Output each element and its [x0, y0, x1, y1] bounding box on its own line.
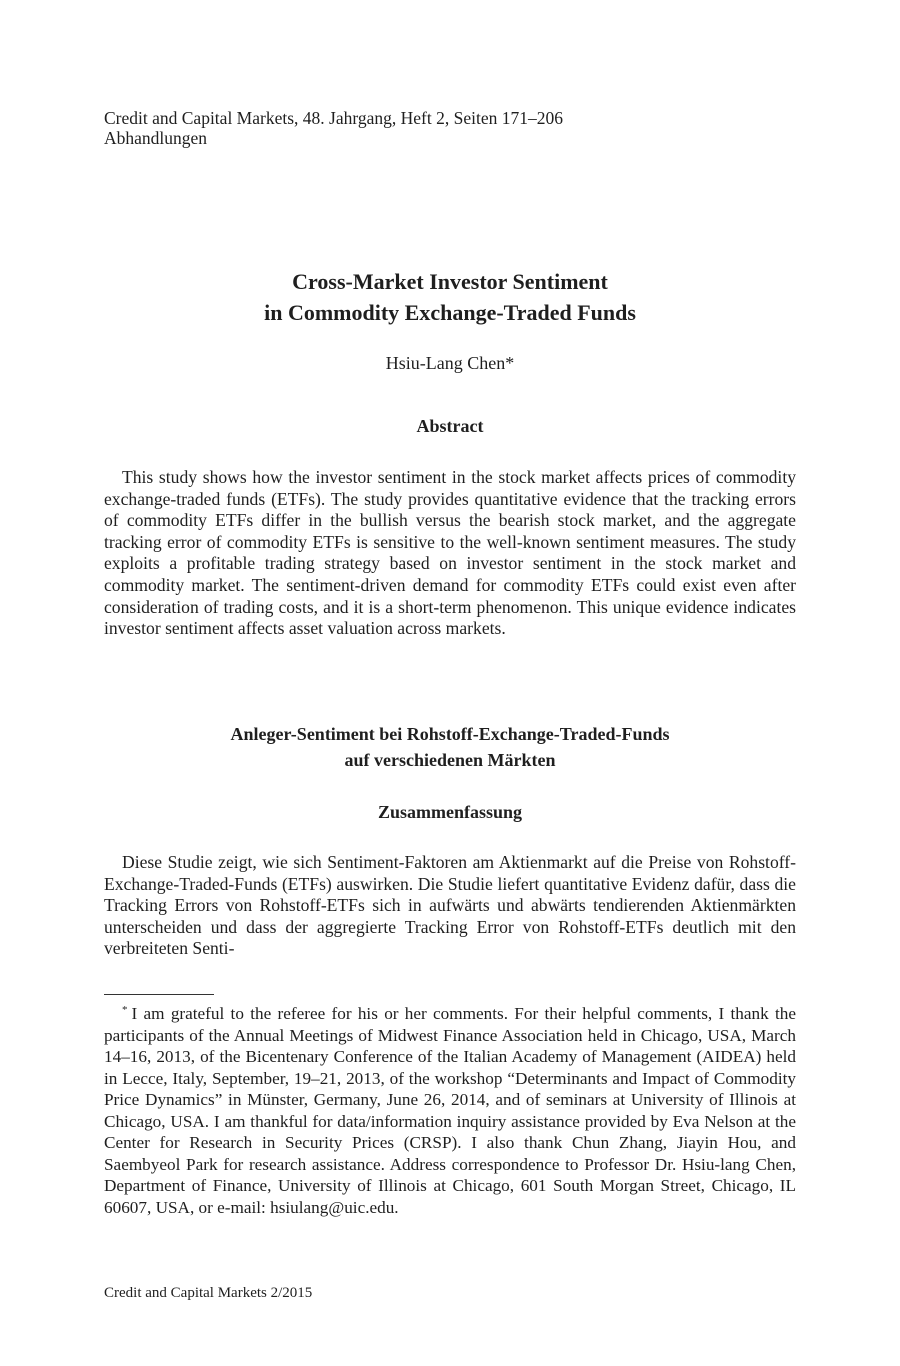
page-footer: Credit and Capital Markets 2/2015	[104, 1285, 313, 1301]
abstract-heading: Abstract	[416, 416, 484, 436]
zusammenfassung-heading: Zusammenfassung	[377, 802, 523, 822]
journal-header	[104, 108, 804, 148]
abstract-text: This study shows how the investor sentiment in the stock market affects prices of commodity exchange-traded funds (ETFs). The study provides quantitative evidence that the tracking errors of commodity ETFs differ in the bullish versus the bearish stock market, and the aggregate tracking error of commodity ETFs is sensitive to the well-known sentiment measures. The study exploits a profitable trading strategy based on investor sentiment in the stock market and commodity market. The sentiment-driven demand for commodity ETFs could exist even after consideration of trading costs, and it is a short-term phenomenon. This unique evidence indicates investor sentiment affects asset valuation across markets.	[104, 467, 796, 639]
german-title-line-2: auf verschiedenen Märkten	[344, 750, 556, 770]
footnote-text: I am grateful to the referee for his or her comments. For their helpful comments, I thank the participants of the Annual Meetings of Midwest Finance Association held in Chicago, USA, March 14–16, 2013, of the Bicentenary Conference of the Italian Academy of Management (AIDEA) held in Lecce, Italy, September, 19–21, 2013, of the workshop “Determinants and Impact of Commodity Price Dynamics” in Münster, Germany, June 26, 2014, and of seminars at University of Illinois at Chicago, USA. I am thankful for data/information inquiry assistance provided by Eva Nelson at the Center for Research in Security Prices (CRSP). I also thank Chun Zhang, Jiayin Hou, and Saembyeol Park for research assistance. Address correspondence to Professor Dr. Hsiu-lang Chen, Department of Finance, University of Illinois at Chicago, 601 South Morgan Street, Chicago, IL 60607, USA, or e-mail: hsiulang@uic.edu.	[104, 1004, 796, 1217]
paper-title-line-2: in Commodity Exchange-Traded Funds	[264, 300, 636, 325]
journal-citation: Credit and Capital Markets, 48. Jahrgang, Heft 2, Seiten 171–206	[104, 108, 563, 128]
footnote	[104, 1000, 796, 1218]
paper-title-line-1: Cross-Market Investor Sentiment	[292, 269, 608, 294]
author-name: Hsiu-Lang Chen*	[385, 353, 515, 373]
german-title-line-1: Anleger-Sentiment bei Rohstoff-Exchange-Traded-Funds	[230, 724, 670, 744]
footnote-divider	[104, 994, 214, 995]
zusammenfassung-text: Diese Studie zeigt, wie sich Sentiment-Faktoren am Aktienmarkt auf die Preise von Rohstoff-Exchange-Traded-Funds (ETFs) auswirken. Die Studie liefert quantitative Evidenz dafür, dass die Tracking Errors von Rohstoff-ETFs sich in aufwärts und abwärts tendierenden Aktienmärkten unterscheiden und dass der aggregierte Tracking Error von Rohstoff-ETFs deutlich mit den verbreiteten Senti-	[104, 852, 796, 959]
footnote-marker: *	[122, 1004, 128, 1016]
paper-title	[104, 266, 796, 328]
section-label: Abhandlungen	[104, 128, 208, 148]
german-title	[104, 721, 796, 773]
